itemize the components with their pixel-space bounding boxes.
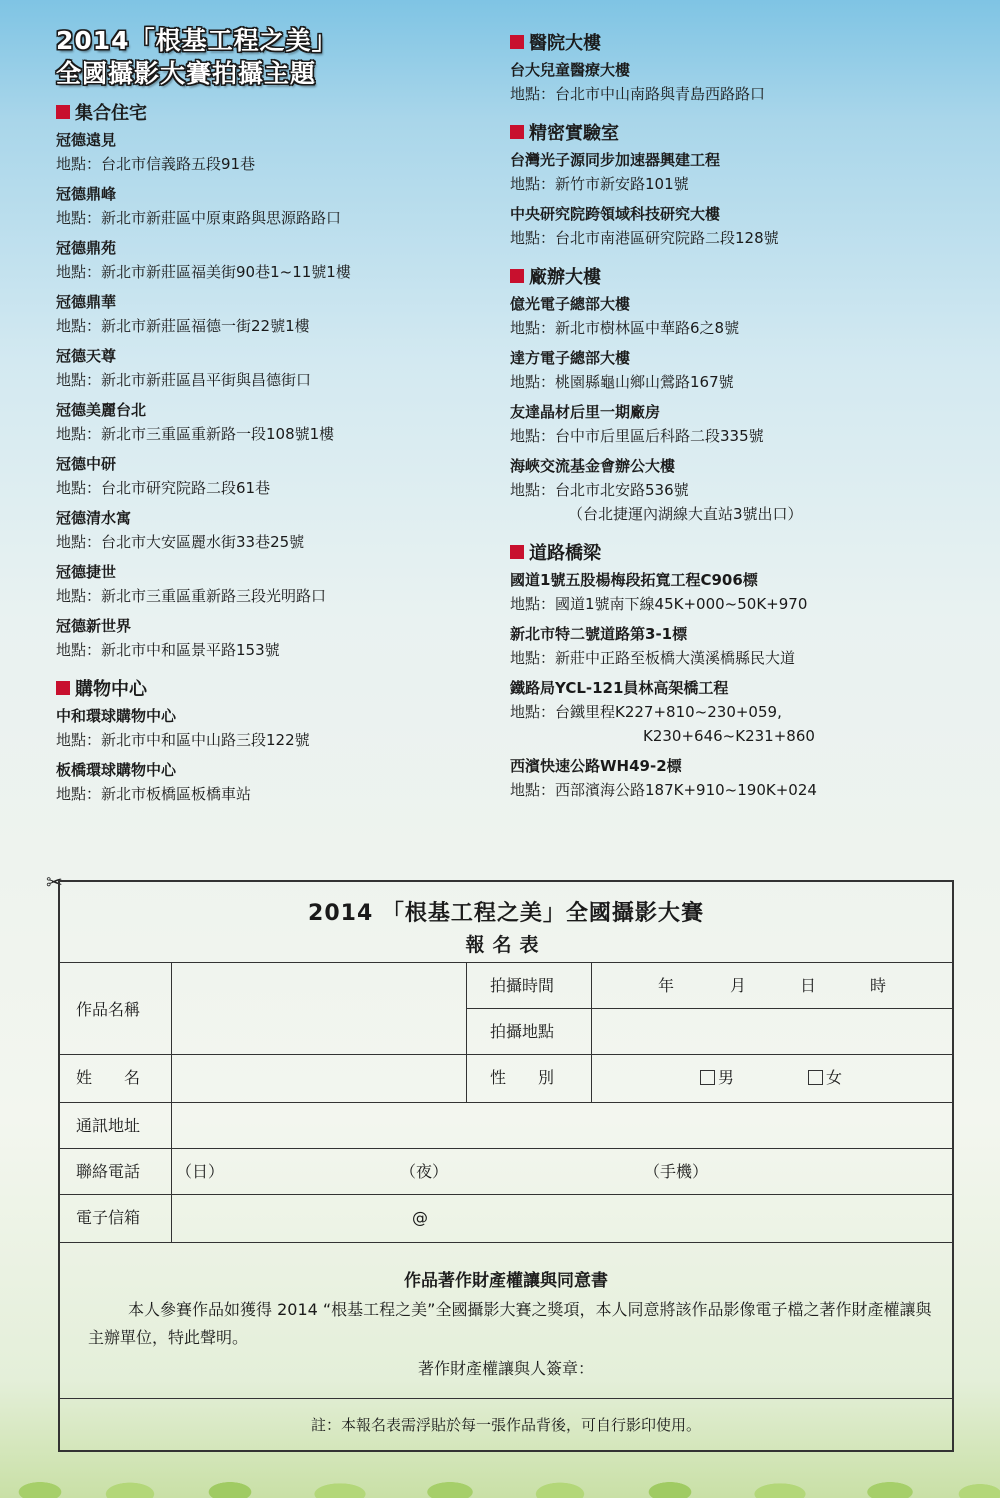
- list-item: [56, 398, 486, 446]
- agreement-body: 本人參賽作品如獲得 2014 “根基工程之美”全國攝影大賽之獎項，本人同意將該作品影像電子檔之著作財產權讓與主辦單位，特此聲明。: [88, 1300, 932, 1347]
- address-label: 通訊地址: [76, 1116, 141, 1135]
- item-name: 新北市特二號道路第3-1標: [510, 625, 688, 643]
- section-heading: 集合住宅: [56, 98, 486, 126]
- item-location: 地點：新北市樹林區中華路6之8號: [510, 319, 740, 337]
- list-item: [56, 128, 486, 176]
- item-name: 億光電子總部大樓: [510, 295, 631, 313]
- item-location: 地點：台北市研究院路二段61巷: [56, 479, 271, 497]
- red-square-icon: [56, 105, 70, 119]
- gender-label: 性 別: [490, 1068, 555, 1087]
- gender-female-option[interactable]: 女: [808, 1068, 842, 1088]
- list-item: [56, 506, 486, 554]
- phone-night-label: （夜）: [400, 1162, 449, 1181]
- item-location: 地點：新莊中正路至板橋大漢溪橋縣民大道: [510, 649, 796, 667]
- phone-day-label: （日）: [176, 1162, 225, 1181]
- item-name: 鐵路局YCL-121員林高架橋工程: [510, 679, 729, 697]
- right-column: [510, 28, 980, 808]
- address-field[interactable]: [178, 1106, 938, 1146]
- agreement-title: 作品著作財產權讓與同意書: [404, 1271, 608, 1291]
- item-name: 板橋環球購物中心: [56, 761, 177, 779]
- email-label: 電子信箱: [76, 1208, 141, 1227]
- divider: [60, 962, 952, 963]
- item-name: 冠德遠見: [56, 131, 117, 149]
- scissors-icon: ✂: [46, 870, 63, 894]
- shoot-place-label: 拍攝地點: [490, 1022, 555, 1041]
- divider: [591, 962, 592, 1102]
- list-item: [510, 58, 980, 106]
- year-label: 年: [658, 976, 675, 995]
- item-name: 中央研究院跨領域科技研究大樓: [510, 205, 721, 223]
- list-item: [56, 236, 486, 284]
- month-label: 月: [730, 976, 747, 995]
- item-name: 冠德捷世: [56, 563, 117, 581]
- checkbox-icon[interactable]: [808, 1070, 823, 1085]
- item-name: 台大兒童醫療大樓: [510, 61, 631, 79]
- red-square-icon: [56, 681, 70, 695]
- item-location: 地點：國道1號南下線45K+000~50K+970: [510, 595, 808, 613]
- item-name: 冠德新世界: [56, 617, 132, 635]
- item-location: 地點：台中市后里區后科路二段335號: [510, 427, 764, 445]
- registration-form: [58, 880, 954, 1452]
- list-item: [510, 202, 980, 250]
- checkbox-icon[interactable]: [700, 1070, 715, 1085]
- list-item: [56, 182, 486, 230]
- divider: [60, 1194, 952, 1195]
- item-location-note: （台北捷運內湖線大直站3號出口）: [568, 505, 803, 523]
- name-label: 姓 名: [76, 1068, 141, 1087]
- red-square-icon: [510, 545, 524, 559]
- item-name: 冠德美麗台北: [56, 401, 147, 419]
- page-title: [56, 24, 338, 90]
- form-title: 2014 「根基工程之美」全國攝影大賽: [308, 901, 704, 926]
- item-location: 地點：台北市南港區研究院路二段128號: [510, 229, 779, 247]
- item-name: 中和環球購物中心: [56, 707, 177, 725]
- list-item: [510, 454, 980, 526]
- form-note: 註：本報名表需浮貼於每一張作品背後，可自行影印使用。: [310, 1416, 701, 1434]
- item-name: 冠德中研: [56, 455, 117, 473]
- list-item: [510, 622, 980, 670]
- list-item: [56, 560, 486, 608]
- day-label: 日: [800, 976, 817, 995]
- list-item: [510, 754, 980, 802]
- item-location: 地點：新北市新莊區福德一街22號1樓: [56, 317, 310, 335]
- list-item: [510, 568, 980, 616]
- list-item: [510, 676, 980, 748]
- phone-mobile-label: （手機）: [644, 1162, 709, 1181]
- title-line-2: 全國攝影大賽拍攝主題: [56, 59, 317, 88]
- divider: [171, 962, 172, 1242]
- item-name: 友達晶材后里一期廠房: [510, 403, 661, 421]
- item-location: 地點：新北市新莊區福美街90巷1~11號1樓: [56, 263, 351, 281]
- signature-label: 著作財產權讓與人簽章：: [417, 1359, 594, 1378]
- item-location: 地點：新北市中和區中山路三段122號: [56, 731, 310, 749]
- phone-label: 聯絡電話: [76, 1162, 141, 1181]
- red-square-icon: [510, 125, 524, 139]
- divider: [60, 1102, 952, 1103]
- email-at-sign: @: [412, 1208, 428, 1227]
- item-location: 地點：新北市三重區重新路一段108號1樓: [56, 425, 335, 443]
- item-name: 西濱快速公路WH49-2標: [510, 757, 682, 775]
- item-location: 地點：新北市中和區景平路153號: [56, 641, 280, 659]
- section-heading: 精密實驗室: [510, 118, 980, 146]
- item-location: 地點：台北市中山南路與青島西路路口: [510, 85, 766, 103]
- item-location: 地點：新北市新莊區中原東路與思源路路口: [56, 209, 342, 227]
- item-location: 地點：桃園縣龜山鄉山鶯路167號: [510, 373, 734, 391]
- item-location: 地點：新北市板橋區板橋車站: [56, 785, 252, 803]
- shoot-time-label: 拍攝時間: [490, 976, 555, 995]
- item-location: 地點：台北市信義路五段91巷: [56, 155, 256, 173]
- item-location-continued: K230+646~K231+860: [643, 727, 815, 745]
- item-location: 地點：西部濱海公路187K+910~190K+024: [510, 781, 817, 799]
- red-square-icon: [510, 35, 524, 49]
- form-subtitle: 報名表: [465, 934, 547, 956]
- list-item: [510, 292, 980, 340]
- list-item: [510, 400, 980, 448]
- divider: [60, 1054, 952, 1055]
- item-name: 冠德鼎峰: [56, 185, 117, 203]
- section-heading: 醫院大樓: [510, 28, 980, 56]
- left-column: [56, 98, 486, 812]
- divider: [60, 1398, 952, 1399]
- item-name: 達方電子總部大樓: [510, 349, 631, 367]
- name-field[interactable]: [178, 1058, 462, 1098]
- shoot-place-field[interactable]: [600, 1012, 940, 1052]
- section-heading: 購物中心: [56, 674, 486, 702]
- grass-decoration: [0, 1462, 1000, 1498]
- list-item: [510, 148, 980, 196]
- list-item: [56, 290, 486, 338]
- hour-label: 時: [870, 976, 887, 995]
- divider: [60, 1242, 952, 1243]
- item-name: 海峽交流基金會辦公大樓: [510, 457, 676, 475]
- list-item: [56, 344, 486, 392]
- list-item: [510, 346, 980, 394]
- item-location: 地點：新北市三重區重新路三段光明路口: [56, 587, 327, 605]
- gender-male-option[interactable]: 男: [700, 1068, 734, 1088]
- item-location: 地點：台北市北安路536號: [510, 481, 689, 499]
- work-name-field[interactable]: [178, 966, 462, 1054]
- red-square-icon: [510, 269, 524, 283]
- work-name-label: 作品名稱: [76, 1000, 141, 1019]
- item-location: 地點：新竹市新安路101號: [510, 175, 689, 193]
- list-item: [56, 452, 486, 500]
- list-item: [56, 614, 486, 662]
- divider: [466, 1008, 952, 1009]
- list-item: [56, 704, 486, 752]
- section-heading: 廠辦大樓: [510, 262, 980, 290]
- item-name: 冠德天尊: [56, 347, 117, 365]
- item-name: 台灣光子源同步加速器興建工程: [510, 151, 721, 169]
- item-name: 冠德清水寓: [56, 509, 132, 527]
- divider: [466, 962, 467, 1102]
- item-name: 國道1號五股楊梅段拓寬工程C906標: [510, 571, 758, 589]
- section-heading: 道路橋梁: [510, 538, 980, 566]
- item-location: 地點：台鐵里程K227+810~230+059,: [510, 703, 782, 721]
- title-line-1: 2014「根基工程之美」: [56, 26, 338, 55]
- list-item: [56, 758, 486, 806]
- item-location: 地點：台北市大安區麗水街33巷25號: [56, 533, 305, 551]
- item-name: 冠德鼎華: [56, 293, 117, 311]
- item-name: 冠德鼎苑: [56, 239, 117, 257]
- divider: [60, 1148, 952, 1149]
- item-location: 地點：新北市新莊區昌平街與昌德街口: [56, 371, 312, 389]
